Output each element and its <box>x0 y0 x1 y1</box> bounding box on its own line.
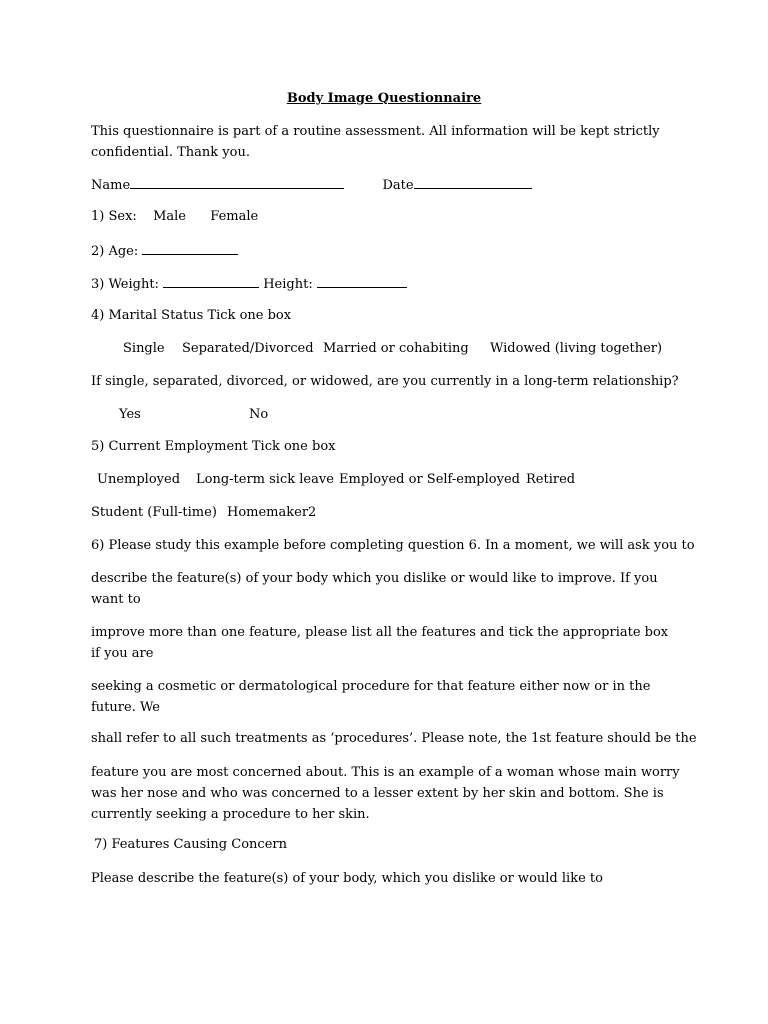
q4-option-separated[interactable]: Separated/Divorced <box>182 341 314 356</box>
q1-label: 1) Sex: <box>91 209 137 224</box>
q1-row <box>91 209 258 225</box>
q3-row <box>91 275 407 293</box>
q7-text: Please describe the feature(s) of your body, which you dislike or would like to <box>91 871 603 886</box>
q2-row <box>91 242 238 260</box>
q4-label: 4) Marital Status Tick one box <box>91 308 292 323</box>
q5-label: 5) Current Employment Tick one box <box>91 439 336 454</box>
name-label: Name <box>91 178 131 193</box>
name-date-row <box>91 176 532 194</box>
intro-text: This questionnaire is part of a routine assessment. All information will be kept strictly confidential. Thank you. <box>91 124 660 160</box>
q1-option-female[interactable]: Female <box>210 209 259 224</box>
height-label: Height: <box>263 277 313 292</box>
q6-paragraph-6: feature you are most concerned about. This is an example of a woman whose main worry was her nose and who was concerned to a lesser extent by her skin and bottom. She is currently seeking a procedure to her skin. <box>91 765 680 822</box>
q6-paragraph-3: improve more than one feature, please list all the features and tick the appropriate box if you are <box>91 625 669 661</box>
q4-option-married[interactable]: Married or cohabiting <box>323 341 469 356</box>
q5-option-homemaker[interactable]: Homemaker2 <box>227 505 317 520</box>
q4-followup-no[interactable]: No <box>249 407 269 422</box>
q5-option-unemployed[interactable]: Unemployed <box>97 472 181 487</box>
q5-option-sick-leave[interactable]: Long-term sick leave <box>196 472 334 487</box>
q6-paragraph-4: seeking a cosmetic or dermatological procedure for that feature either now or in the future. We <box>91 679 651 715</box>
q6-paragraph-2: describe the feature(s) of your body which you dislike or would like to improve. If you want to <box>91 571 658 607</box>
q4-option-widowed[interactable]: Widowed (living together) <box>490 341 663 356</box>
height-field[interactable] <box>317 275 407 288</box>
weight-label: 3) Weight: <box>91 277 159 292</box>
weight-field[interactable] <box>163 275 259 288</box>
q6-paragraph-5: shall refer to all such treatments as ‘procedures’. Please note, the 1st feature should be the <box>91 731 697 746</box>
q5-option-retired[interactable]: Retired <box>526 472 576 487</box>
q4-followup-yes[interactable]: Yes <box>119 407 141 422</box>
q4-option-single[interactable]: Single <box>123 341 165 356</box>
q5-option-student[interactable]: Student (Full-time) <box>91 505 217 520</box>
document-title: Body Image Questionnaire <box>286 91 482 106</box>
q5-option-employed[interactable]: Employed or Self-employed <box>339 472 520 487</box>
age-field[interactable] <box>142 242 238 255</box>
date-field[interactable] <box>414 176 532 189</box>
date-label: Date <box>382 178 414 193</box>
q1-option-male[interactable]: Male <box>153 209 186 224</box>
q6-paragraph-1: 6) Please study this example before completing question 6. In a moment, we will ask you to <box>91 538 695 553</box>
q7-label: 7) Features Causing Concern <box>94 837 287 852</box>
q4-followup: If single, separated, divorced, or widowed, are you currently in a long-term relationship? <box>91 374 679 389</box>
q2-label: 2) Age: <box>91 244 139 259</box>
name-field[interactable] <box>130 176 344 189</box>
